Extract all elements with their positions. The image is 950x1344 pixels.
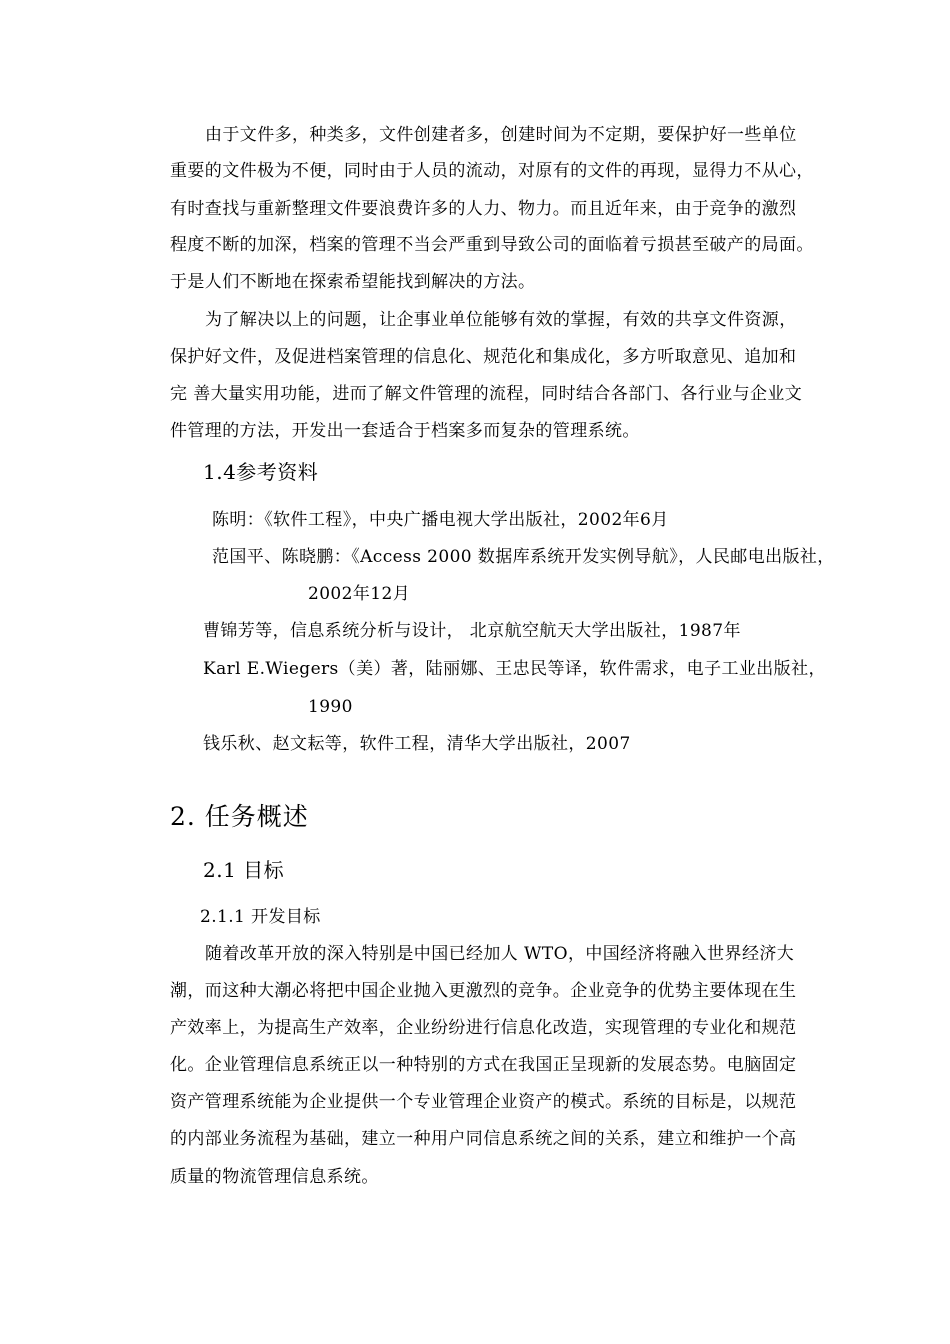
para3-line-4: 化。企业管理信息系统正以一种特别的方式在我国正呈现新的发展态势。电脑固定 (170, 1055, 797, 1075)
para1-line-3: 有时查找与重新整理文件要浪费许多的人力、物力。而且近年来，由于竞争的激烈 (170, 199, 797, 219)
para1-line-1: 由于文件多，种类多，文件创建者多，创建时间为不定期，要保护好一些单位 (205, 125, 797, 145)
para1-line-5: 于是人们不断地在探索希望能找到解决的方法。 (170, 272, 536, 292)
para3-line-2: 潮，而这种大潮必将把中国企业抛入更激烈的竞争。企业竞争的优势主要体现在生 (170, 981, 797, 1001)
para3-line-6: 的内部业务流程为基础，建立一种用户同信息系统之间的关系，建立和维护一个高 (170, 1129, 797, 1149)
reference-item-continuation: 2002年12月 (308, 584, 411, 604)
reference-item: Karl E.Wiegers（美）著，陆丽娜、王忠民等译，软件需求，电子工业出版社， (203, 659, 826, 679)
para3-line-5: 资产管理系统能为企业提供一个专业管理企业资产的模式。系统的目标是，以规范 (170, 1092, 797, 1112)
section-2-1-heading: 2.1 目标 (203, 858, 285, 882)
para2-line-1: 为了解决以上的问题，让企事业单位能够有效的掌握，有效的共享文件资源， (205, 310, 797, 330)
reference-item: 范国平、陈晓鹏：《Access 2000 数据库系统开发实例导航》，人民邮电出版社， (212, 547, 835, 567)
reference-item: 曹锦芳等，信息系统分析与设计， 北京航空航天大学出版社，1987年 (203, 621, 741, 641)
para3-line-7: 质量的物流管理信息系统。 (170, 1167, 379, 1187)
para2-line-4: 件管理的方法，开发出一套适合于档案多而复杂的管理系统。 (170, 421, 640, 441)
para3-line-1: 随着改革开放的深入特别是中国已经加人 WTO，中国经济将融入世界经济大 (205, 944, 795, 964)
reference-item: 钱乐秋、赵文耘等，软件工程，清华大学出版社，2007 (203, 734, 631, 754)
reference-item-continuation: 1990 (308, 697, 353, 717)
para1-line-4: 程度不断的加深，档案的管理不当会严重到导致公司的面临着亏损甚至破产的局面。 (170, 235, 814, 255)
para3-line-3: 产效率上，为提高生产效率，企业纷纷进行信息化改造，实现管理的专业化和规范 (170, 1018, 797, 1038)
section-1-4-heading: 1.4参考资料 (203, 460, 319, 484)
para2-line-3: 完 善大量实用功能，进而了解文件管理的流程，同时结合各部门、各行业与企业文 (170, 384, 803, 404)
para1-line-2: 重要的文件极为不便，同时由于人员的流动，对原有的文件的再现，显得力不从心， (170, 161, 814, 181)
reference-item: 陈明：《软件工程》，中央广播电视大学出版社，2002年6月 (212, 510, 669, 530)
para2-line-2: 保护好文件，及促进档案管理的信息化、规范化和集成化，多方听取意见、追加和 (170, 347, 797, 367)
section-2-1-1-heading: 2.1.1 开发目标 (200, 907, 321, 927)
section-2-heading: 2. 任务概述 (170, 802, 309, 831)
